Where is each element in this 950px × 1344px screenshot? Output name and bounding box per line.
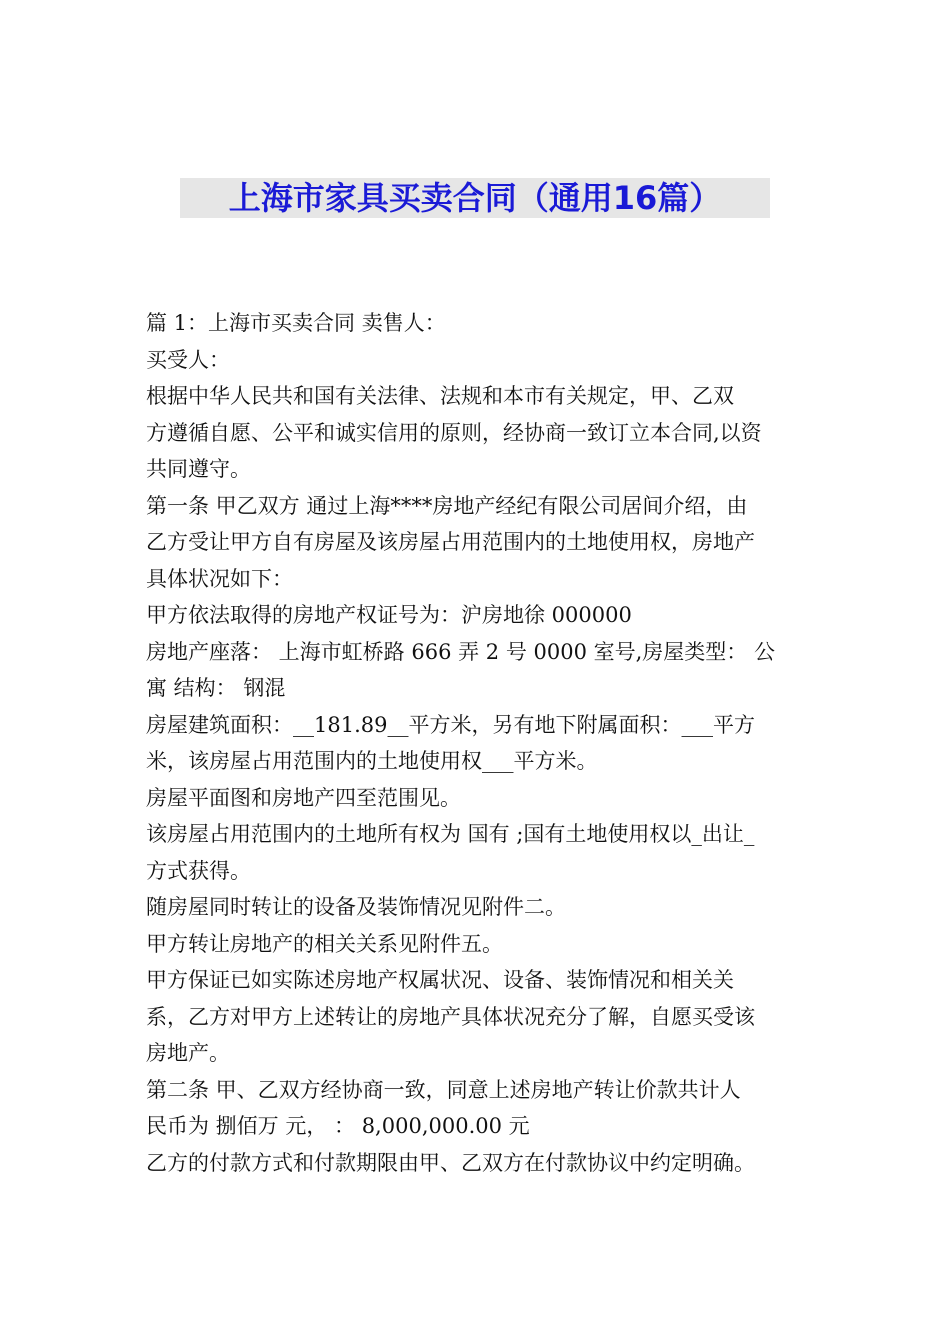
text-line: 共同遵守。 xyxy=(146,457,251,481)
text-line: 该房屋占用范围内的土地所有权为 国有 ;国有土地使用权以_出让_ xyxy=(146,822,755,846)
document-title: 上海市家具买卖合同（通用16篇） xyxy=(228,179,722,217)
text-line: 房地产座落： 上海市虹桥路 666 弄 2 号 0000 室号,房屋类型： 公 xyxy=(146,639,775,664)
text-line: 甲方保证已如实陈述房地产权属状况、设备、装饰情况和相关关 xyxy=(146,968,734,992)
text-line: 第二条 甲、乙双方经协商一致，同意上述房地产转让价款共计人 xyxy=(146,1077,741,1102)
text-line: 买受人： xyxy=(146,347,230,372)
document-body xyxy=(146,305,808,1181)
title-highlight xyxy=(180,178,770,218)
text-line: 甲方转让房地产的相关关系见附件五。 xyxy=(146,931,503,956)
text-line: 篇 1：上海市买卖合同 卖售人： xyxy=(146,311,446,335)
text-line: 房屋建筑面积：__181.89__平方米，另有地下附属面积：___平方 xyxy=(146,712,755,737)
text-line: 乙方受让甲方自有房屋及该房屋占用范围内的土地使用权，房地产 xyxy=(146,530,755,554)
text-line: 随房屋同时转让的设备及装饰情况见附件二。 xyxy=(146,895,566,919)
text-line: 根据中华人民共和国有关法律、法规和本市有关规定，甲、乙双 xyxy=(146,384,734,408)
text-line: 具体状况如下： xyxy=(146,566,293,591)
text-line: 方遵循自愿、公平和诚实信用的原则，经协商一致订立本合同,以资 xyxy=(146,420,762,445)
text-line: 民币为 捌佰万 元， ： 8,000,000.00 元 xyxy=(146,1114,530,1138)
text-line: 房地产。 xyxy=(146,1041,230,1065)
text-line: 甲方依法取得的房地产权证号为：沪房地徐 000000 xyxy=(146,603,632,627)
text-line: 方式获得。 xyxy=(146,858,251,883)
text-line: 房屋平面图和房地产四至范围见。 xyxy=(146,785,461,810)
text-line: 第一条 甲乙双方 通过上海****房地产经纪有限公司居间介绍，由 xyxy=(146,493,748,518)
text-line: 系，乙方对甲方上述转让的房地产具体状况充分了解，自愿买受该 xyxy=(146,1004,755,1029)
text-line: 乙方的付款方式和付款期限由甲、乙双方在付款协议中约定明确。 xyxy=(146,1150,755,1175)
text-line: 寓 结构： 钢混 xyxy=(146,676,286,700)
text-line: 米，该房屋占用范围内的土地使用权___平方米。 xyxy=(146,749,598,773)
